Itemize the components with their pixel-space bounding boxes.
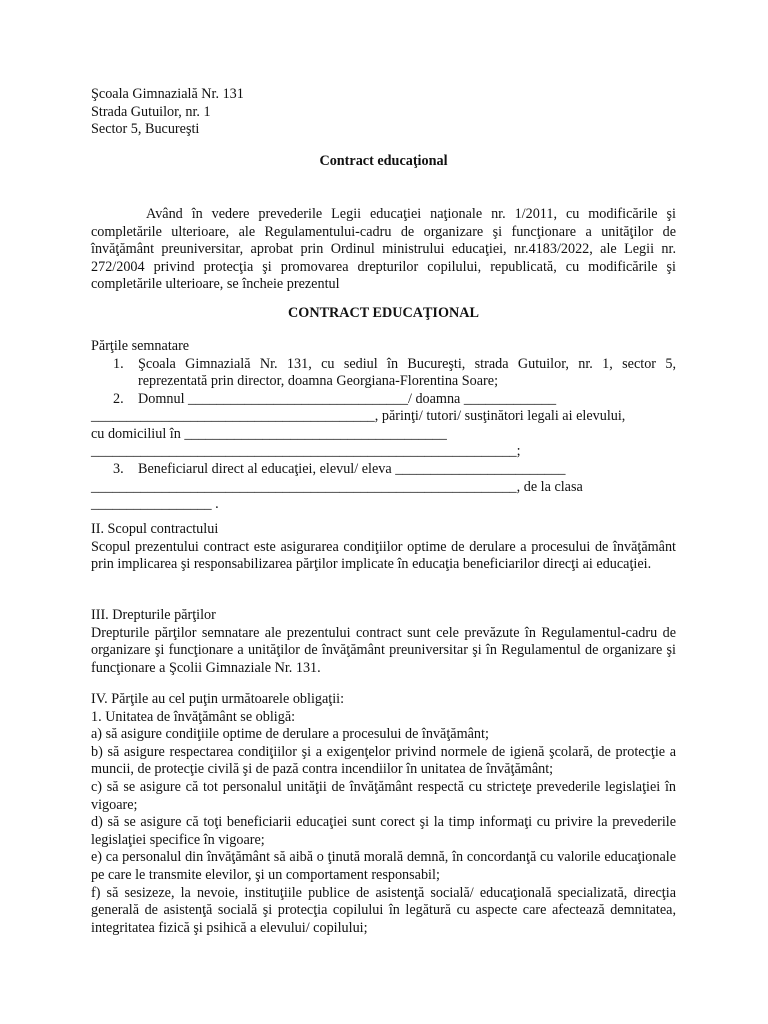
intro-paragraph: Având în vedere prevederile Legii educaţiei naţionale nr. 1/2011, cu modificările şi completările ulterioare, ale Regulamentului-cadru de organizare şi funcţionare a unităţilor de învăţământ preuniversitar, aprobat prin Ordinul ministrului educaţiei, nr.4183/2022, ale Legii nr. 272/2004 privind protecţia şi promovarea drepturilor copilului, republicată, cu modificările şi completările ulterioare, se încheie prezentul xyxy=(91,206,676,293)
section-obligations xyxy=(91,691,676,937)
school-header xyxy=(91,86,676,139)
purpose-text: Scopul prezentului contract este asigurarea condiţiilor optime de derulare a procesului de învăţământ prin implicarea şi responsabilizarea părţilor implicate în educaţia beneficiarilor direcţi ai educaţiei. xyxy=(91,538,676,573)
section-purpose xyxy=(91,521,676,574)
party-1-line1: Şcoala Gimnazială Nr. 131, cu sediul în Bucureşti, strada Gutuilor, nr. 1, sector 5, xyxy=(138,355,676,372)
rights-text: Drepturile părţilor semnatare ale prezentului contract sunt cele prevăzute în Regulamentul-cadru de organizare şi funcţionare a unităţilor de învăţământ preuniversitar şi în Regulamentul de organizare şi funcţionare a Şcolii Gimnaziale Nr. 131. xyxy=(91,624,676,676)
school-street: Strada Gutuilor, nr. 1 xyxy=(91,103,211,120)
rights-heading: III. Drepturile părţilor xyxy=(91,607,216,623)
party-2-line1: Domnul _______________________________/ doamna _____________ xyxy=(138,390,557,407)
party-2-line4: ____________________________________________________________; xyxy=(91,443,521,460)
party-3-line3: _________________ . xyxy=(91,496,219,513)
party-2-number: 2. xyxy=(113,390,124,407)
party-1-line2: reprezentată prin director, doamna Georgiana-Florentina Soare; xyxy=(138,373,499,390)
party-3-line1: Beneficiarul direct al educaţiei, elevul/ eleva ________________________ xyxy=(138,460,566,477)
party-1-number: 1. xyxy=(113,355,124,372)
party-2-line2: ________________________________________, părinţi/ tutori/ susţinători legali ai elevului, xyxy=(91,408,626,425)
obligation-item-b: b) să asigure respectarea condiţiilor şi a exigenţelor privind normele de igienă şcolară, de protecţie a muncii, de protecţie civilă şi de pază contra incendiilor în unitatea de învăţământ; xyxy=(91,743,676,778)
obligations-subheading: 1. Unitatea de învăţământ se obligă: xyxy=(91,708,296,725)
section-rights xyxy=(91,607,676,677)
contract-heading: CONTRACT EDUCAŢIONAL xyxy=(288,305,479,321)
obligation-item-e: e) ca personalul din învăţământ să aibă o ţinută morală demnă, în concordanţă cu valorile educaţionale pe care le transmite elevilor, şi un comportament responsabil; xyxy=(91,849,676,883)
party-2-line3: cu domiciliul în _____________________________________ xyxy=(91,425,447,442)
parties-section xyxy=(91,338,676,514)
party-2 xyxy=(91,391,676,409)
obligations-heading: IV. Părţile au cel puţin următoarele obligaţii: xyxy=(91,691,345,707)
party-1 xyxy=(91,356,676,391)
obligation-item-d: d) să se asigure că toţi beneficiarii educaţiei sunt corect şi la timp informaţi cu privire la prevederile legislaţiei specifice în vigoare; xyxy=(91,814,676,848)
party-3 xyxy=(91,461,676,479)
school-name: Şcoala Gimnazială Nr. 131 xyxy=(91,86,244,102)
party-3-line2: ____________________________________________________________, de la clasa xyxy=(91,478,583,495)
school-sector: Sector 5, Bucureşti xyxy=(91,121,200,138)
document-title: Contract educaţional xyxy=(319,153,448,169)
obligation-item-f: f) să sesizeze, la nevoie, instituţiile publice de asistenţă socială/ educaţională specializată, direcţia generală de asistenţă socială şi protecţia copilului în legătură cu aspecte care afectează demnitatea, integritatea fizică şi psihică a elevului/ copilului; xyxy=(91,884,676,936)
obligation-item-a: a) să asigure condiţiile optime de derulare a procesului de învăţământ; xyxy=(91,726,489,743)
party-3-number: 3. xyxy=(113,460,124,477)
obligation-item-c: c) să se asigure că tot personalul unităţii de învăţământ respectă cu stricteţe prevederile legislaţiei în vigoare; xyxy=(91,778,676,813)
purpose-heading: II. Scopul contractului xyxy=(91,521,219,537)
parties-heading: Părţile semnatare xyxy=(91,338,190,354)
